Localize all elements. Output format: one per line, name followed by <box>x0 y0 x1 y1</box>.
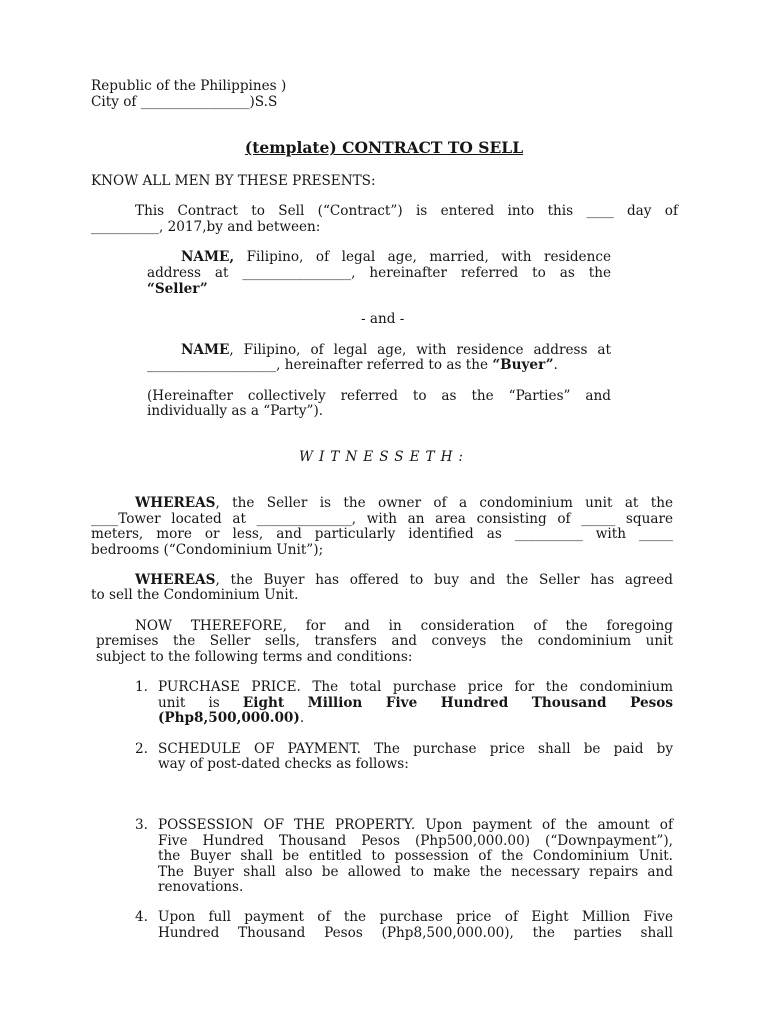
term-3-line-1: POSSESSION OF THE PROPERTY. Upon payment of the amount of <box>158 817 673 833</box>
and-separator: - and - <box>361 311 405 327</box>
term-2-line-2: way of post-dated checks as follows: <box>158 756 409 772</box>
buyer-line-1-text: , Filipino, of legal age, with residence address at <box>229 342 611 358</box>
republic-line: Republic of the Philippines ) <box>91 78 287 94</box>
term-1-price-words: Eight Million Five Hundred Thousand Pesos <box>242 695 673 711</box>
seller-line-1-text: Filipino, of legal age, married, with residence <box>234 249 611 265</box>
whereas1-line-2: ____Tower located at ______________, with an area consisting of _____ square <box>91 511 673 527</box>
term-3-line-3: the Buyer shall be entitled to possession of the Condominium Unit. <box>158 848 673 864</box>
whereas1-line-3: meters, more or less, and particularly identified as __________ with _____ <box>91 526 673 542</box>
buyer-name: NAME <box>181 342 230 358</box>
term-1-line-2-text: unit is <box>158 695 243 711</box>
term-3-line-2: Five Hundred Thousand Pesos (Php500,000.00) (“Downpayment”), <box>158 833 673 849</box>
term-3-number: 3. <box>135 817 148 833</box>
term-2-line-1: SCHEDULE OF PAYMENT. The purchase price shall be paid by <box>158 741 673 757</box>
term-1-line-3 <box>158 711 304 727</box>
buyer-label: “Buyer” <box>492 357 554 373</box>
now-therefore-line-3: subject to the following terms and conditions: <box>96 649 413 665</box>
opening-line-1: This Contract to Sell (“Contract”) is entered into this ____ day of <box>135 203 678 219</box>
whereas1-keyword: WHEREAS <box>135 495 216 511</box>
term-4-line-1: Upon full payment of the purchase price of Eight Million Five <box>158 909 673 925</box>
seller-label-text: “Seller” <box>147 281 208 297</box>
buyer-line-2-text: ___________________, hereinafter referred to as the <box>147 357 493 373</box>
whereas1-line-1-text: , the Seller is the owner of a condominium unit at the <box>215 495 673 511</box>
buyer-period: . <box>553 357 558 373</box>
term-2-number: 2. <box>135 741 148 757</box>
document-title: (template) CONTRACT TO SELL <box>244 138 524 157</box>
buyer-line-2 <box>147 358 558 374</box>
term-3-line-4: The Buyer shall also be allowed to make the necessary repairs and <box>158 864 673 880</box>
parties-line-2: individually as a “Party”). <box>147 403 324 419</box>
term-1-period: . <box>299 710 305 726</box>
whereas2-line-1-text: , the Buyer has offered to buy and the Seller has agreed <box>215 572 673 588</box>
intro-line: KNOW ALL MEN BY THESE PRESENTS: <box>91 173 376 189</box>
whereas1-line-1 <box>135 496 673 512</box>
term-1-line-1: PURCHASE PRICE. The total purchase price for the condominium <box>158 679 673 695</box>
term-4-number: 4. <box>135 909 148 925</box>
witnesseth-heading: WITNESSETH: <box>298 449 470 465</box>
opening-line-2: __________, 2017,by and between: <box>91 219 321 235</box>
whereas1-line-4: bedrooms (“Condominium Unit”); <box>91 542 324 558</box>
seller-line-1 <box>147 250 611 266</box>
term-4-line-2: Hundred Thousand Pesos (Php8,500,000.00), the parties shall <box>158 925 673 941</box>
seller-label <box>147 282 208 298</box>
now-therefore-line-2: premises the Seller sells, transfers and conveys the condominium unit <box>96 633 673 649</box>
term-1-number: 1. <box>135 679 148 695</box>
city-line: City of ________________)S.S <box>91 94 278 110</box>
term-1-price-figure: (Php8,500,000.00) <box>158 710 300 726</box>
term-3-line-5: renovations. <box>158 879 244 895</box>
whereas2-line-2: to sell the Condominium Unit. <box>91 587 299 603</box>
parties-line-1: (Hereinafter collectively referred to as the “Parties” and <box>147 388 611 404</box>
seller-name: NAME, <box>181 249 235 265</box>
now-therefore-line-1: NOW THEREFORE, for and in consideration of the foregoing <box>135 618 673 634</box>
whereas2-keyword: WHEREAS <box>135 572 216 588</box>
seller-line-2: address at ________________, hereinafter referred to as the <box>147 265 611 281</box>
